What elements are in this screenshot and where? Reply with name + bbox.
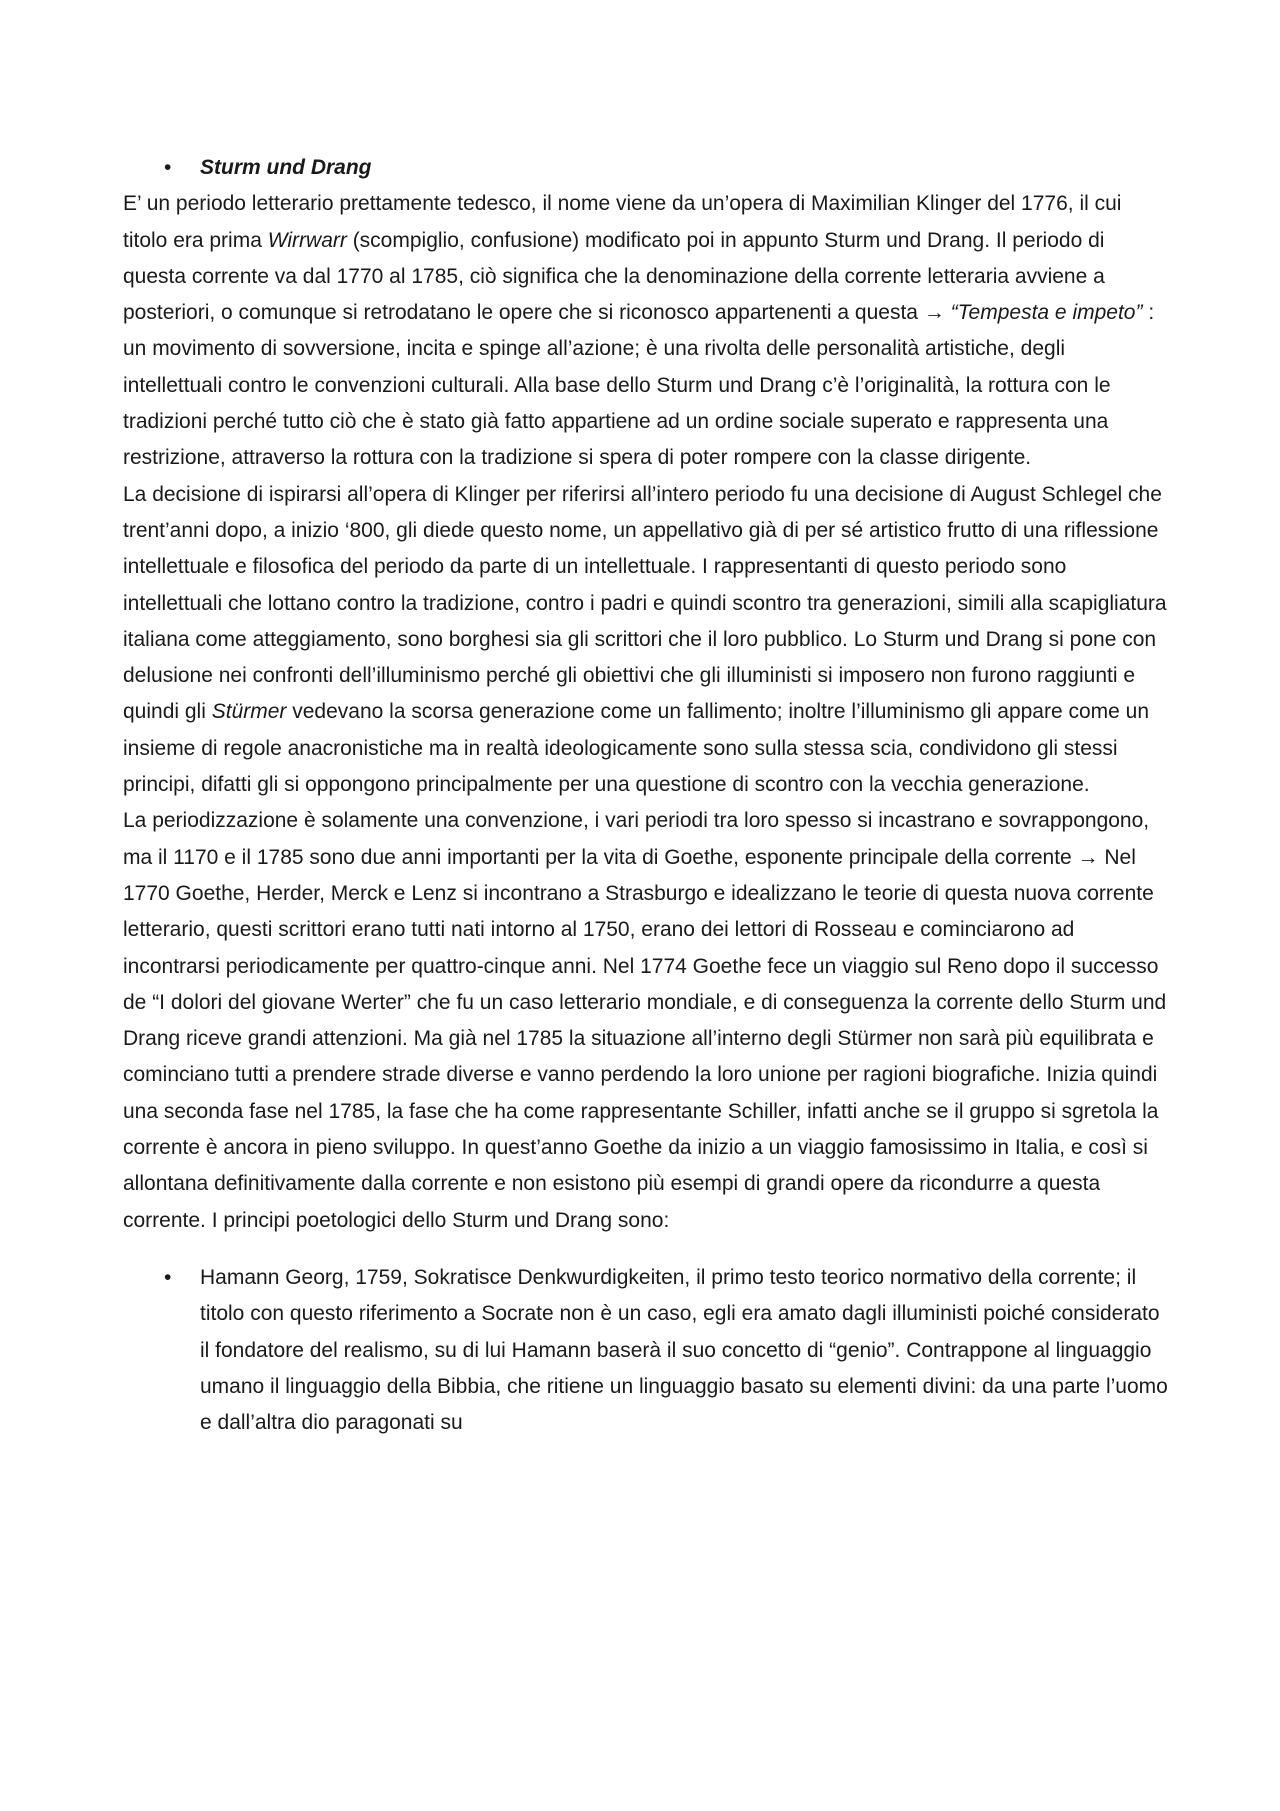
heading-title: Sturm und Drang [200,156,372,179]
paragraph-1-quote: “Tempesta e impeto” [944,301,1143,325]
paragraph-1-text-b: (scompiglio, confusione) modificato poi in appunto Sturm und Drang. Il periodo di questa corrente va dal 1770 al 1785, ciò significa che la denominazione della corrente letteraria avviene a posteriori, o comunque si retrodatano le opere che si riconosco appartenenti a questa [123,228,1105,325]
paragraph-1 [123,186,1168,476]
paragraph-2 [123,477,1168,804]
paragraph-3-text-b: Nel 1770 Goethe, Herder, Merck e Lenz si incontrano a Strasburgo e idealizzano le teorie di questa nuova corrente letterario, questi scrittori erano tutti nati intorno al 1750, erano dei lettori di Rosseau e cominciarono ad incontrarsi periodicamente per quattro-cinque anni. Nel 1774 Goethe fece un viaggio sul Reno dopo il successo de “I dolori del giovane Werter” che fu un caso letterario mondiale, e di conseguenza la corrente dello Sturm und Drang riceve grandi attenzioni. Ma già nel 1785 la situazione all’interno degli Stürmer non sarà più equilibrata e cominciano tutti a prendere strade diverse e vanno perdendo la loro unione per ragioni biografiche. Inizia quindi una seconda fase nel 1785, la fase che ha come rappresentante Schiller, infatti anche se il gruppo si sgretola la corrente è ancora in pieno sviluppo. In quest’anno Goethe da inizio a un viaggio famosissimo in Italia, e così si allontana definitivamente dalla corrente e non esistono più esempi di grandi opere da ricondurre a questa corrente. I principi poetologici dello Sturm und Drang sono: [123,845,1167,1232]
paragraph-1-text-a: E’ un periodo letterario prettamente tedesco, il nome viene da un’opera di Maximilian Klinger del 1776, il cui titolo era prima [123,192,1122,252]
paragraph-3-text-a: La periodizzazione è solamente una convenzione, i vari periodi tra loro spesso si incastrano e sovrappongono, ma il 1170 e il 1785 sono due anni importanti per la vita di Goethe, esponente principale della corrente [123,809,1150,869]
paragraph-2-text-a: La decisione di ispirarsi all’opera di Klinger per riferirsi all’intero periodo fu una decisione di August Schlegel che trent’anni dopo, a inizio ‘800, gli diede questo nome, un appellativo già di per sé artistico frutto di una riflessione intellettuale e filosofica del periodo da parte di un intellettuale. I rappresentanti di questo periodo sono intellettuali che lottano contro la tradizione, contro i padri e quindi scontro tra generazioni, simili alla scapigliatura italiana come atteggiamento, sono borghesi sia gli scrittori che il loro pubblico. Lo Sturm und Drang si pone con delusione nei confronti dell’illuminismo perché gli obiettivi che gli illuministi si imposero non furono raggiunti e quindi gli [123,482,1167,724]
paragraph-1-wirrwarr: Wirrwarr [267,228,347,252]
bullet-icon: • [164,156,172,179]
paragraph-3 [123,803,1168,1239]
list-item-text: Hamann Georg, 1759, Sokratisce Denkwurdigkeiten, il primo testo teorico normativo della corrente; il titolo con questo riferimento a Socrate non è un caso, egli era amato dagli illuministi poiché considerato il fondatore del realismo, su di lui Hamann baserà il suo concetto di “genio”. Contrappone al linguaggio umano il linguaggio della Bibbia, che ritiene un linguaggio basato su elementi divini: da una parte l’uomo e dall’altra dio paragonati su [200,1265,1168,1435]
document-page [123,150,1168,1441]
paragraph-1-text-c: : un movimento di sovversione, incita e spinge all’azione; è una rivolta delle personalità artistiche, degli intellettuali contro le convenzioni culturali. Alla base dello Sturm und Drang c’è l’originalità, la rottura con le tradizioni perché tutto ciò che è stato già fatto appartiene ad un ordine sociale superato e rappresenta una restrizione, attraverso la rottura con la tradizione si spera di poter rompere con la classe dirigente. [123,301,1155,470]
arrow-right-icon: → [1077,845,1099,869]
bullet-icon: • [164,1265,172,1289]
paragraph-2-sturmer: Stürmer [211,700,287,724]
arrow-right-icon: → [923,301,945,325]
section-heading [123,150,1168,186]
paragraph-2-text-b: vedevano la scorsa generazione come un fallimento; inoltre l’illuminismo gli appare come un insieme di regole anacronistiche ma in realtà ideologicamente sono sulla stessa scia, condividono gli stessi principi, difatti gli si oppongono principalmente per una questione di scontro con la vecchia generazione. [123,700,1150,797]
list-item [123,1260,1168,1441]
